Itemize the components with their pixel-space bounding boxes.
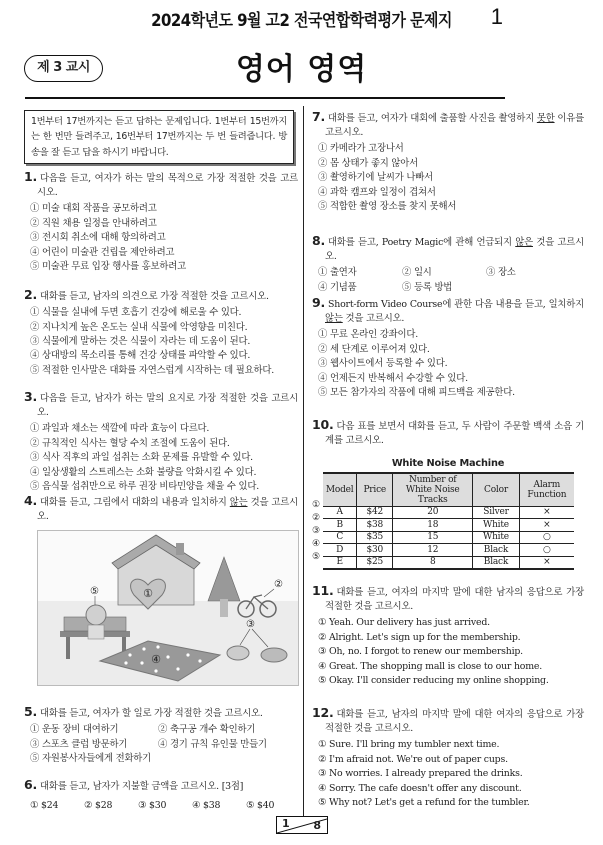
- option-4[interactable]: ④ 언제든지 반복해서 수강할 수 있다.: [318, 372, 468, 384]
- option-3[interactable]: ③ 전시회 취소에 대해 항의하려고: [30, 232, 166, 244]
- white-noise-machine-table: [323, 472, 574, 570]
- option-4[interactable]: ④ 과학 캠프와 일정이 겹쳐서: [318, 186, 436, 198]
- option-1[interactable]: ① 운동 장비 대여하기: [30, 724, 119, 736]
- option-1[interactable]: ① $24: [30, 800, 59, 812]
- option-2[interactable]: ② 직원 채용 일정을 안내하려고: [30, 217, 157, 229]
- option-1[interactable]: ① 카메라가 고장나서: [318, 143, 404, 155]
- underlined-word: 않는: [229, 497, 248, 508]
- option-4[interactable]: ④ 상대방의 목소리를 통해 건강 상태를 파악할 수 있다.: [30, 350, 251, 362]
- question-2: [24, 288, 298, 378]
- option-2[interactable]: ② 지나치게 높은 온도는 실내 식물에 악영향을 미친다.: [30, 321, 248, 333]
- left-column: [24, 110, 299, 812]
- svg-text:⑤: ⑤: [90, 586, 99, 597]
- option-1[interactable]: ① Sure. I'll bring my tumbler next time.: [318, 739, 500, 751]
- table-title: White Noise Machine: [391, 458, 505, 470]
- question-stem: 다음을 듣고, 남자가 하는 말의 요지로 가장 적절한 것을 고르시오.: [37, 393, 298, 419]
- option-1[interactable]: ① 무료 온라인 강좌이다.: [318, 329, 419, 341]
- svg-text:②: ②: [274, 579, 283, 590]
- question-number: 11.: [312, 583, 334, 598]
- col-header: Color: [473, 473, 519, 507]
- question-7: 7. 대화를 듣고, 여자가 대회에 출품할 사진을 촬영하지 못한 이유를 고르시오. ① 카메라가 고장나서 ② 몸 상태가 좋지 않아서 ③ 촬영하기에 날씨가 나빠서 ④ 과학 캠프와 일정이 겹쳐서 ⑤ 적합한 촬영 장소를 찾지 못해서: [312, 110, 584, 214]
- question-number: 3.: [24, 389, 38, 404]
- option-4[interactable]: ④ 기념품: [318, 281, 357, 293]
- option-5[interactable]: ⑤ 등록 방법: [402, 281, 453, 293]
- listening-notice: 1번부터 17번까지는 듣고 답하는 문제입니다. 1번부터 15번까지는 한 번만 들려주고, 16번부터 17번까지는 두 번 들려줍니다. 방송을 잘 듣고 답을 하시기 바랍니다.: [24, 110, 294, 164]
- question-5: [24, 705, 298, 766]
- option-mark-2[interactable]: ②: [312, 512, 320, 523]
- option-2[interactable]: ② $28: [84, 800, 113, 812]
- question-number: 6.: [24, 777, 38, 792]
- option-5[interactable]: ⑤ Why not? Let's get a refund for the tumbler.: [318, 796, 530, 808]
- col-header: Model: [323, 473, 357, 507]
- table-row[interactable]: D $30 12 Black ○: [323, 544, 574, 557]
- question-number: 1.: [24, 169, 38, 184]
- option-mark-4[interactable]: ④: [312, 538, 320, 549]
- question-stem: 대화를 듣고, 그림에서 대화의 내용과 일치하지: [40, 497, 230, 508]
- question-number: 10.: [312, 417, 334, 432]
- option-4[interactable]: ④ $38: [192, 800, 221, 812]
- option-5[interactable]: ⑤ 적합한 촬영 장소를 찾지 못해서: [318, 200, 457, 212]
- option-2[interactable]: ② 일시: [402, 267, 432, 279]
- question-6: [24, 778, 298, 814]
- question-12: [312, 706, 584, 810]
- underlined-word: 못한: [536, 113, 555, 124]
- underlined-word: 않는: [325, 313, 343, 325]
- option-3[interactable]: ③ 식사 직후의 과일 섭취는 소화 문제를 유발할 수 있다.: [30, 452, 253, 464]
- option-3[interactable]: ③ 식물에게 말하는 것은 식물이 자라는 데 도움이 된다.: [30, 335, 251, 347]
- option-5[interactable]: ⑤ Okay. I'll consider reducing my online shopping.: [318, 674, 549, 686]
- question-number: 7.: [312, 109, 326, 124]
- table-row[interactable]: B $38 18 White ×: [323, 519, 574, 532]
- question-9: 9. Short-form Video Course에 관한 다음 내용을 듣고, 일치하지 않는 것을 고르시오. ① 무료 온라인 강좌이다. ② 세 단계로 이루어져 있다. ③ 웹사이트에서 등록할 수 있다. ④ 언제든지 반복해서 수강할 수 있다. ⑤ 모든 참가자의 작품에 대해 피드백을 제공한다.: [312, 296, 584, 400]
- question-stem: 대화를 듣고, 여자가 대회에 출품할 사진을 촬영하지: [328, 113, 537, 124]
- option-3[interactable]: ③ $30: [138, 800, 167, 812]
- question-stem: 다음을 듣고, 여자가 하는 말의 목적으로 가장 적절한 것을 고르시오.: [37, 173, 298, 199]
- question-stem: 대화를 듣고, 남자의 의견으로 가장 적절한 것을 고르시오.: [40, 291, 269, 302]
- question-number: 8.: [312, 233, 326, 248]
- option-mark-5[interactable]: ⑤: [312, 551, 320, 562]
- option-3[interactable]: ③ 장소: [486, 267, 516, 279]
- option-3[interactable]: ③ 촬영하기에 날씨가 나빠서: [318, 172, 433, 184]
- svg-text:④: ④: [151, 653, 161, 666]
- option-4[interactable]: ④ Great. The shopping mall is close to our home.: [318, 660, 543, 672]
- option-3[interactable]: ③ 웹사이트에서 등록할 수 있다.: [318, 358, 448, 370]
- subject-title: 영어 영역: [235, 52, 368, 87]
- question-stem: 다음 표를 보면서 대화를 듣고, 두 사람이 주문할 백색 소음 기계를 고르시오.: [325, 421, 584, 447]
- option-3[interactable]: ③ 스포츠 클럽 방문하기: [30, 738, 128, 750]
- option-2[interactable]: ② I'm afraid not. We're out of paper cups.: [318, 753, 508, 765]
- question-10: [312, 418, 584, 570]
- option-5[interactable]: ⑤ $40: [246, 800, 275, 812]
- col-header: Alarm Function: [519, 473, 574, 507]
- question-number: 4.: [24, 493, 38, 508]
- header-divider: [25, 97, 505, 99]
- option-1[interactable]: ① 미술 대회 작품을 공모하려고: [30, 203, 157, 215]
- option-2[interactable]: ② 축구공 개수 확인하기: [158, 724, 256, 736]
- option-3[interactable]: ③ Oh, no. I forgot to renew our membership.: [318, 646, 523, 658]
- option-4[interactable]: ④ 경기 규칙 유인물 만들기: [158, 738, 267, 750]
- col-header: Price: [357, 473, 393, 507]
- option-2[interactable]: ② Alright. Let's sign up for the membership.: [318, 631, 521, 643]
- option-1[interactable]: ① 출연자: [318, 267, 357, 279]
- question-stem: 대화를 듣고, 남자의 마지막 말에 대한 여자의 응답으로 가장 적절한 것을 고르시오.: [325, 709, 584, 735]
- option-1[interactable]: ① 식물을 실내에 두면 호흡기 건강에 해로울 수 있다.: [30, 307, 242, 319]
- option-5[interactable]: ⑤ 음식물 섭취만으로 하루 권장 비타민양을 채울 수 있다.: [30, 480, 260, 492]
- svg-text:①: ①: [143, 587, 153, 600]
- option-5[interactable]: ⑤ 모든 참가자의 작품에 대해 피드백을 제공한다.: [318, 386, 515, 398]
- question-11: [312, 584, 584, 688]
- question-4: 4. 대화를 듣고, 그림에서 대화의 내용과 일치하지 않는 것을 고르시오.: [24, 493, 299, 523]
- table-row[interactable]: A $42 20 Silver ×: [323, 506, 574, 519]
- question-number: 5.: [24, 704, 38, 719]
- current-page: 1: [282, 817, 290, 830]
- option-4[interactable]: ④ 어린이 미술관 건립을 제안하려고: [30, 246, 175, 258]
- park-scene-image: [37, 530, 299, 686]
- option-4[interactable]: ④ 일상생활의 스트레스는 소화 불량을 악화시킬 수 있다.: [30, 466, 257, 478]
- exam-header: [0, 0, 603, 100]
- question-stem: 대화를 듣고, 여자의 마지막 말에 대한 남자의 응답으로 가장 적절한 것을 고르시오.: [325, 587, 584, 613]
- question-8: 8. 대화를 듣고, Poetry Magic에 관해 언급되지 않은 것을 고르시오. ① 출연자 ② 일시 ③ 장소 ④ 기념품 ⑤ 등록 방법: [312, 234, 584, 295]
- option-1[interactable]: ① Yeah. Our delivery has just arrived.: [318, 617, 490, 629]
- total-pages: 8: [313, 819, 321, 832]
- option-4[interactable]: ④ Sorry. The cafe doesn't offer any discount.: [318, 782, 522, 794]
- option-1[interactable]: ① 과일과 채소는 색깔에 따라 효능이 다르다.: [30, 423, 210, 435]
- question-stem: 대화를 듣고, 여자가 할 일로 가장 적절한 것을 고르시오.: [40, 708, 263, 719]
- page-indicator: [276, 816, 328, 834]
- question-4-figure: [24, 530, 298, 690]
- question-3: [24, 390, 298, 494]
- option-3[interactable]: ③ No worries. I already prepared the drinks.: [318, 768, 523, 780]
- page-number: 1: [490, 4, 503, 29]
- option-mark-1[interactable]: ①: [312, 499, 320, 510]
- option-2[interactable]: ② 규칙적인 식사는 혈당 수치 조절에 도움이 된다.: [30, 437, 230, 449]
- option-2[interactable]: ② 세 단계로 이루어져 있다.: [318, 343, 430, 355]
- option-5[interactable]: ⑤ 적절한 인사말은 대화를 자연스럽게 시작하는 데 필요하다.: [30, 364, 274, 376]
- question-stem: Short-form Video Course에 관한 다음 내용을 듣고, 일치하지: [328, 299, 584, 310]
- exam-title: 2024학년도 9월 고2 전국연합학력평가 문제지: [151, 11, 452, 31]
- col-header: Number of White Noise Tracks: [393, 473, 473, 507]
- table-row[interactable]: C $35 15 White ○: [323, 531, 574, 544]
- question-stem: 대화를 듣고, Poetry Magic에 관해 언급되지: [328, 237, 516, 248]
- option-5[interactable]: ⑤ 자원봉사자들에게 전화하기: [30, 752, 152, 764]
- question-number: 9.: [312, 295, 326, 310]
- column-divider: [303, 106, 304, 816]
- question-number: 2.: [24, 287, 38, 302]
- svg-text:③: ③: [246, 619, 255, 630]
- option-mark-3[interactable]: ③: [312, 525, 320, 536]
- question-1: [24, 170, 298, 274]
- question-stem: 대화를 듣고, 남자가 지불할 금액을 고르시오. [3점]: [40, 781, 244, 792]
- option-5[interactable]: ⑤ 미술관 무료 입장 행사를 홍보하려고: [30, 260, 186, 272]
- period-badge: 제 3 교시: [24, 55, 103, 82]
- underlined-word: 않은: [515, 237, 533, 248]
- option-2[interactable]: ② 몸 상태가 좋지 않아서: [318, 157, 419, 169]
- table-row[interactable]: E $25 8 Black ×: [323, 556, 574, 569]
- question-number: 12.: [312, 705, 334, 720]
